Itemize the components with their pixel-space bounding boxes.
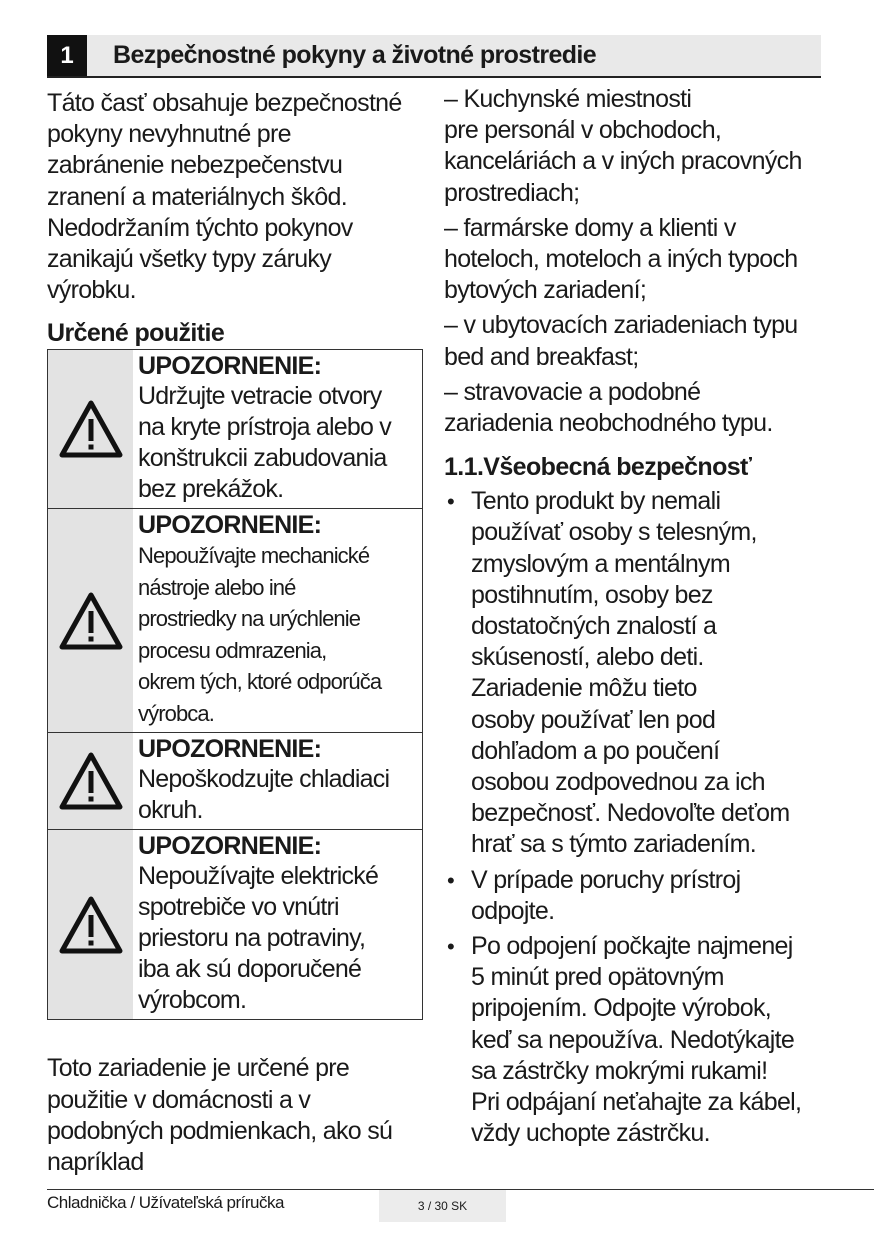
warning-row [48, 509, 422, 733]
footer-document-title: Chladnička / Užívateľská príručka [47, 1193, 284, 1212]
household-paragraph: Toto zariadenie je určené pre použitie v domácnosti a v podobných podmienkach, ako sú napríklad [47, 1054, 393, 1177]
warning-triangle-icon [58, 751, 124, 811]
warning-triangle-icon [58, 591, 124, 651]
intended-use-heading: Určené použitie [47, 319, 225, 348]
warning-triangle-icon [58, 895, 124, 955]
warning-text: Nepoškodzujte chladiaci okruh. [138, 765, 390, 825]
warning-title: UPOZORNENIE: [138, 511, 322, 540]
warning-title: UPOZORNENIE: [138, 832, 322, 861]
right-column [444, 84, 844, 1154]
warning-title: UPOZORNENIE: [138, 352, 322, 381]
usage-item: – Kuchynské miestnosti pre personál v obchodoch, kanceláriách a v iných pracovných prostrediach; [444, 85, 802, 207]
warning-text: Udržujte vetracie otvory na kryte prístroja alebo v konštrukcii zabudovania bez prekážok. [138, 382, 391, 504]
section-title: Bezpečnostné pokyny a životné prostredie [113, 41, 597, 69]
section-number: 1 [47, 35, 87, 76]
intro-paragraph: Táto časť obsahuje bezpečnostné pokyny nevyhnutné pre zabránenie nebezpečenstvu zranení a materiálnych škôd. Nedodržaním týchto pokynov zanikajú všetky typy záruky výrobku. [47, 89, 402, 305]
general-safety-heading: 1.1.Všeobecná bezpečnosť [444, 453, 752, 482]
bullet-icon: • [447, 489, 455, 515]
warning-triangle-icon [58, 399, 124, 459]
list-item: • V prípade poruchy prístroj odpojte. [447, 865, 741, 925]
bullet-icon: • [447, 934, 455, 960]
warning-text: Nepoužívajte elektrické spotrebiče vo vnútri priestoru na potraviny, iba ak sú doporučené výrobcom. [138, 862, 379, 1015]
footer-page-number: 3 / 30 SK [379, 1190, 506, 1222]
warning-row [48, 350, 422, 509]
bullet-icon: • [447, 867, 455, 893]
list-item: • Tento produkt by nemali používať osoby s telesným, zmyslovým a mentálnym postihnutím, osoby bez dostatočných znalostí a skúseností, alebo deti. Zariadenie môžu tieto osoby používať len pod dohľadom a po poučení osobou zodpovednou za ich bezpečnosť. Nedovoľte deťom hrať sa s týmto zariadením. [447, 487, 790, 859]
warning-row [48, 733, 422, 830]
usage-item: – farmárske domy a klienti v hoteloch, moteloch a iných typoch bytových zariadení; [444, 213, 798, 305]
warning-text: Nepoužívajte mechanické nástroje alebo iné prostriedky na urýchlenie procesu odmrazenia, okrem tých, ktoré odporúča výrobca. [138, 543, 382, 726]
section-header [47, 35, 821, 78]
left-column [47, 88, 423, 1178]
list-item: • Po odpojení počkajte najmenej 5 minút pred opätovným pripojením. Odpojte výrobok, keď sa nepoužíva. Nedotýkajte sa zástrčky mokrými rukami! Pri odpájaní neťahajte za kábel, vždy uchopte zástrčku. [447, 932, 802, 1148]
warning-table [47, 349, 423, 1020]
warning-title: UPOZORNENIE: [138, 735, 322, 764]
warning-row [48, 830, 422, 1019]
usage-item: – v ubytovacích zariadeniach typu bed and breakfast; [444, 311, 798, 371]
safety-bullet-list [444, 486, 844, 1149]
usage-item: – stravovacie a podobné zariadenia neobchodného typu. [444, 377, 773, 438]
